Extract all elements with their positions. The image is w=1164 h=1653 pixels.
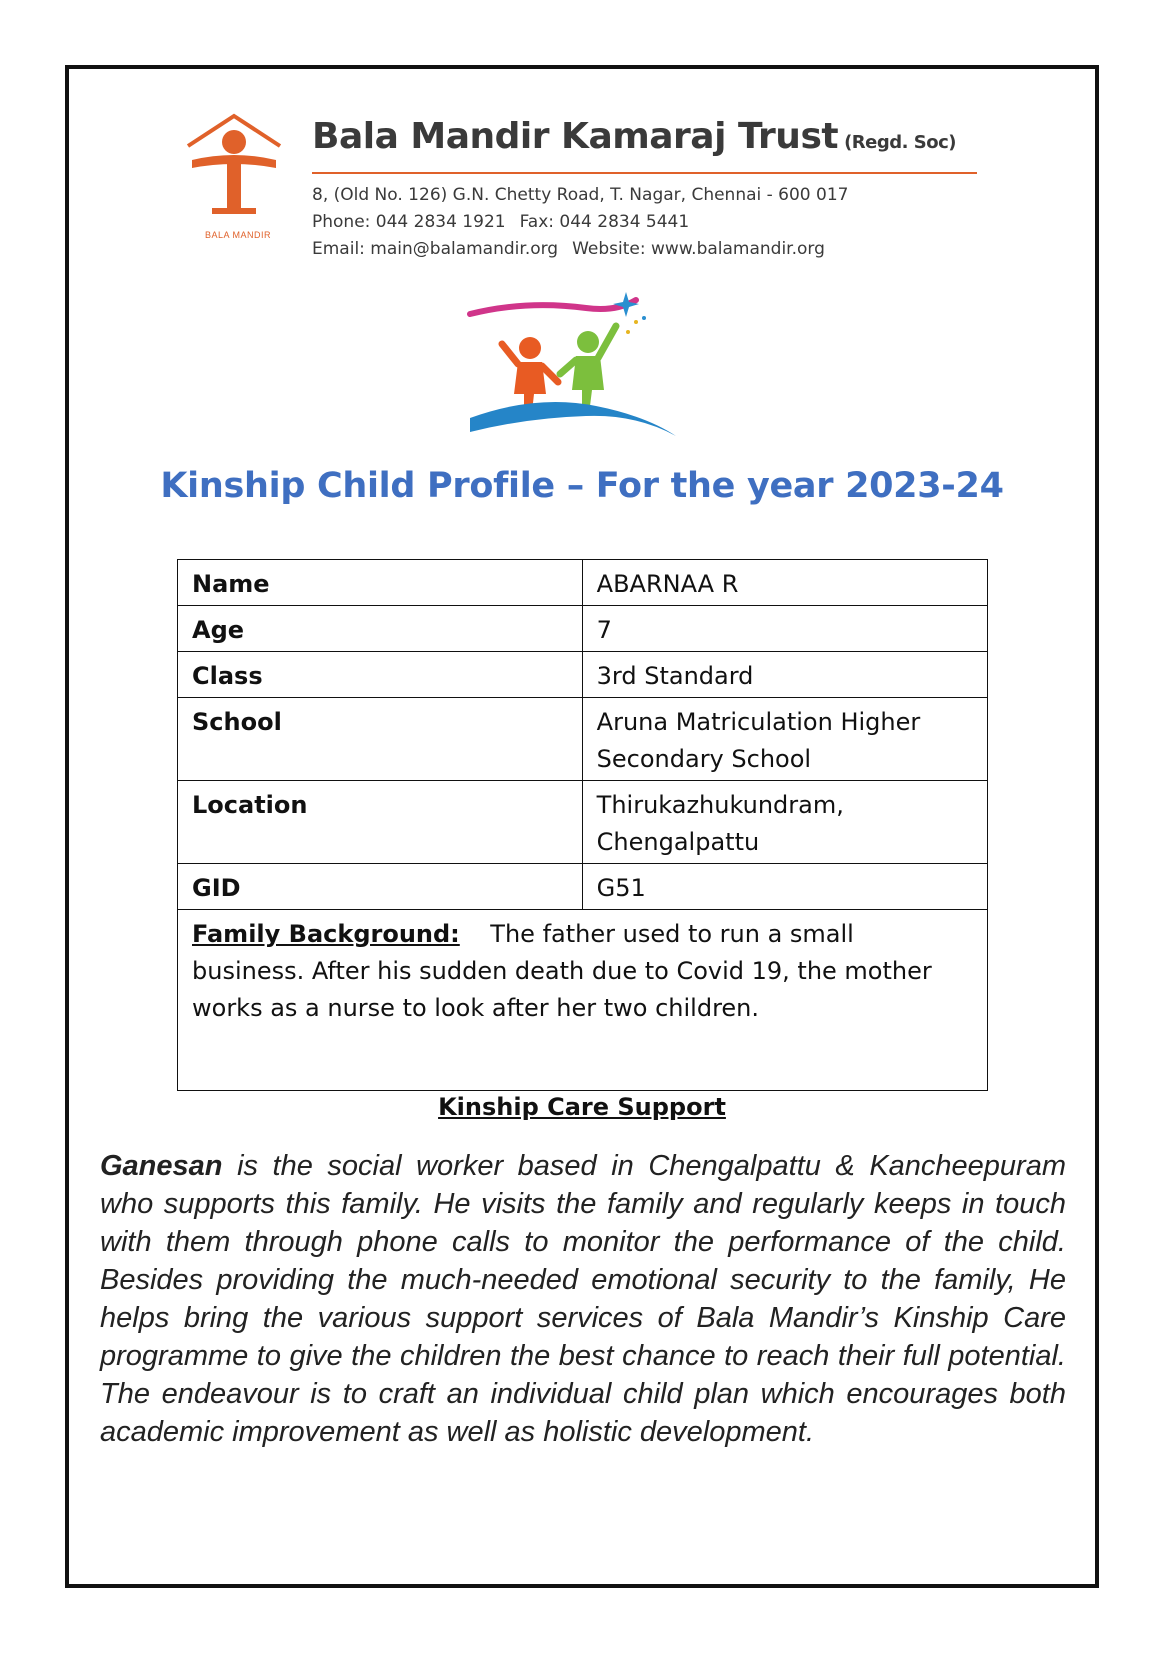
org-address: 8, (Old No. 126) G.N. Chetty Road, T. Nagar, Chennai - 600 017 xyxy=(312,185,849,205)
family-background-cell xyxy=(178,910,988,1091)
org-email-website xyxy=(312,236,992,263)
org-email: Email: main@balamandir.org xyxy=(312,239,559,259)
field-label: School xyxy=(178,698,583,781)
org-name xyxy=(312,112,992,168)
document-title: Kinship Child Profile – For the year 2023-24 xyxy=(160,466,1004,506)
letterhead-rule xyxy=(312,172,977,174)
org-phone: Phone: 044 2834 1921 xyxy=(312,212,506,232)
field-label: Age xyxy=(178,606,583,652)
org-phone-fax xyxy=(312,209,992,236)
social-worker-name: Ganesan xyxy=(100,1150,223,1182)
table-row xyxy=(178,864,988,910)
letterhead xyxy=(182,112,982,262)
registration-note: (Regd. Soc) xyxy=(844,132,956,153)
field-label: Name xyxy=(178,560,583,606)
bala-mandir-logo-icon xyxy=(182,112,292,252)
kinship-care-support-paragraph xyxy=(100,1147,1066,1451)
field-label: Location xyxy=(178,781,583,864)
org-info xyxy=(312,112,992,263)
table-row xyxy=(178,698,988,781)
table-row xyxy=(178,910,988,1091)
table-row xyxy=(178,781,988,864)
table-row xyxy=(178,560,988,606)
field-value: Aruna Matriculation Higher Secondary School xyxy=(582,698,987,781)
family-background-text: The father used to run a small business. After his sudden death due to Covid 19, the mother works as a nurse to look after her two children. xyxy=(192,920,932,1022)
table-row xyxy=(178,606,988,652)
org-website: Website: www.balamandir.org xyxy=(572,239,825,259)
family-background-label: Family Background: xyxy=(192,920,460,948)
table-row xyxy=(178,652,988,698)
kinship-care-support-heading: Kinship Care Support xyxy=(438,1093,726,1121)
logo-caption: BALA MANDIR xyxy=(204,230,272,240)
field-value: 3rd Standard xyxy=(582,652,987,698)
org-name-text: Bala Mandir Kamaraj Trust xyxy=(312,116,839,157)
support-text: is the social worker based in Chengalpattu & Kancheepuram who supports this family. He visits the family and regularly keeps in touch with them through phone calls to monitor the performance of the child. Besides providing the much-needed emotional security to the family, He helps bring the various support services of Bala Mandir’s Kinship Care programme to give the children the best chance to reach their full potential. The endeavour is to craft an individual child plan which encourages both academic improvement as well as holistic development. xyxy=(100,1150,1067,1448)
org-fax: Fax: 044 2834 5441 xyxy=(519,212,690,232)
field-value: G51 xyxy=(582,864,987,910)
children-reaching-for-star-illustration-icon xyxy=(466,286,696,446)
field-value: Thirukazhukundram, Chengalpattu xyxy=(582,781,987,864)
field-value: 7 xyxy=(582,606,987,652)
child-profile-table xyxy=(177,559,988,1091)
field-label: Class xyxy=(178,652,583,698)
field-label: GID xyxy=(178,864,583,910)
field-value: ABARNAA R xyxy=(582,560,987,606)
